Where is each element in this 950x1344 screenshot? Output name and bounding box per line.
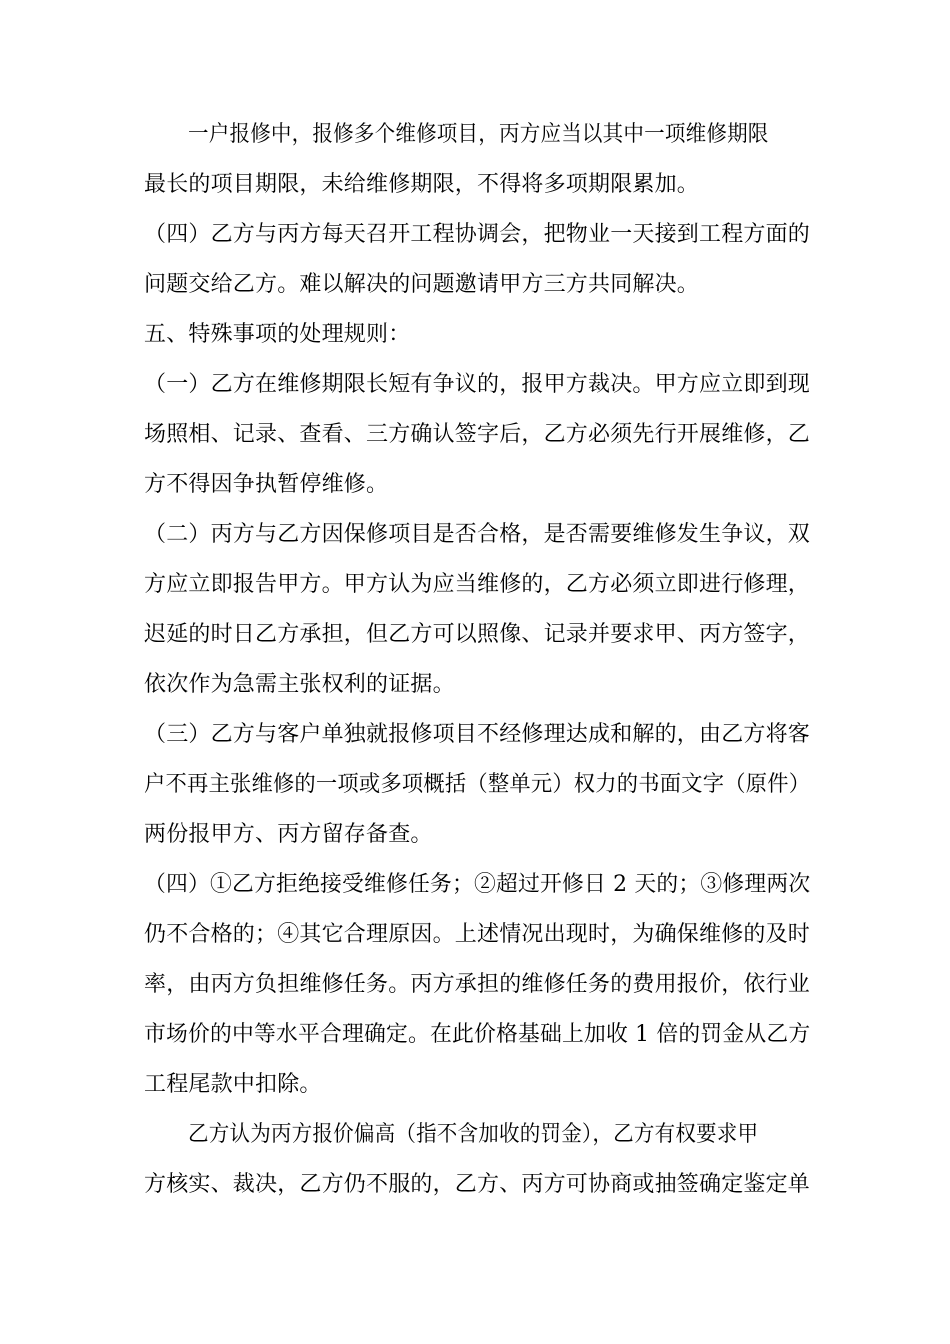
text-line-3: （四）乙方与丙方每天召开工程协调会，把物业一天接到工程方面的: [144, 222, 811, 247]
text-line-9: （二）丙方与乙方因保修项目是否合格，是否需要维修发生争议，双: [144, 522, 811, 547]
text-line-14: 户不再主张维修的一项或多项概括（整单元）权力的书面文字（原件）: [144, 772, 811, 797]
text-line-4: 问题交给乙方。难以解决的问题邀请甲方三方共同解决。: [144, 272, 700, 297]
text-line-18: 率，由丙方负担维修任务。丙方承担的维修任务的费用报价，依行业: [144, 972, 811, 997]
text-line-21: 乙方认为丙方报价偏高（指不含加收的罚金），乙方有权要求甲: [188, 1122, 759, 1147]
text-line-15: 两份报甲方、丙方留存备查。: [144, 822, 433, 847]
text-line-22: 方核实、裁决，乙方仍不服的，乙方、丙方可协商或抽签确定鉴定单: [144, 1172, 811, 1197]
text-line-6: （一）乙方在维修期限长短有争议的，报甲方裁决。甲方应立即到现: [144, 372, 811, 397]
text-line-20: 工程尾款中扣除。: [144, 1072, 322, 1097]
text-line-12: 依次作为急需主张权利的证据。: [144, 672, 455, 697]
text-line-17: 仍不合格的；④其它合理原因。上述情况出现时，为确保维修的及时: [144, 922, 811, 947]
text-line-13: （三）乙方与客户单独就报修项目不经修理达成和解的，由乙方将客: [144, 722, 811, 747]
text-line-10: 方应立即报告甲方。甲方认为应当维修的，乙方必须立即进行修理，: [144, 572, 811, 597]
text-line-19: 市场价的中等水平合理确定。在此价格基础上加收 1 倍的罚金从乙方: [144, 1022, 811, 1047]
text-line-2: 最长的项目期限，未给维修期限，不得将多项期限累加。: [144, 172, 700, 197]
text-line-16: （四）①乙方拒绝接受维修任务；②超过开修日 2 天的；③修理两次: [144, 872, 811, 897]
text-line-11: 迟延的时日乙方承担，但乙方可以照像、记录并要求甲、丙方签字，: [144, 622, 811, 647]
text-line-7: 场照相、记录、查看、三方确认签字后，乙方必须先行开展维修，乙: [144, 422, 811, 447]
text-line-8: 方不得因争执暂停维修。: [144, 472, 389, 497]
text-line-1: 一户报修中，报修多个维修项目，丙方应当以其中一项维修期限: [188, 122, 769, 147]
section-heading-five: 五、特殊事项的处理规则：: [144, 322, 411, 347]
